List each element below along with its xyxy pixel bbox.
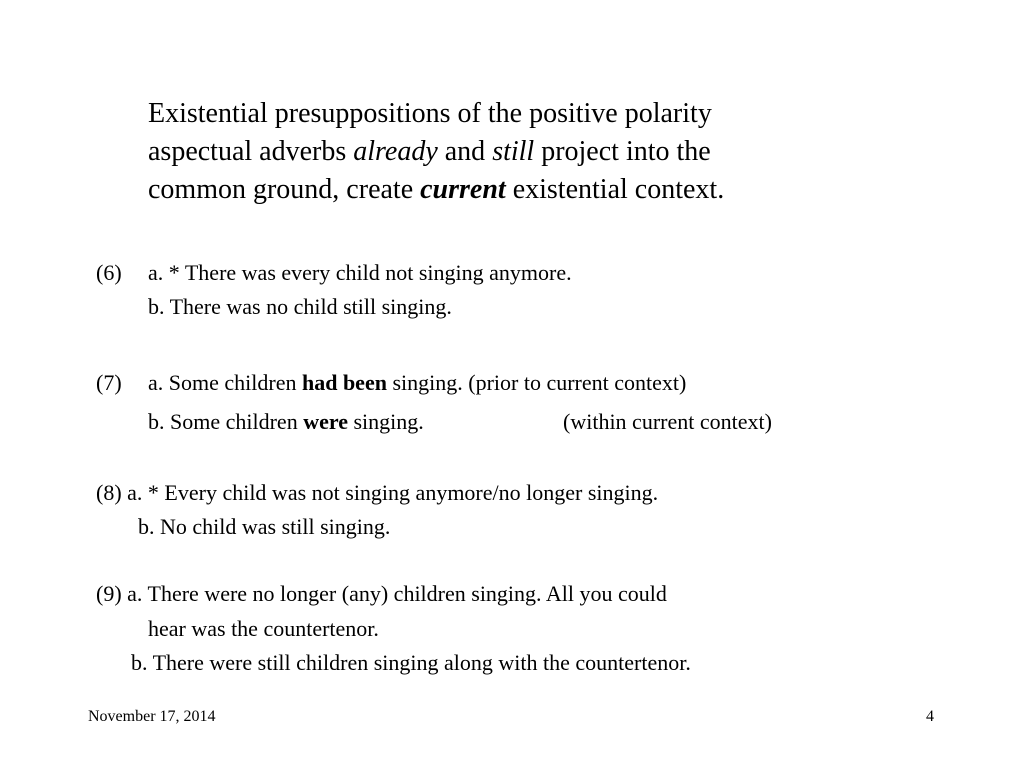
term-still: still [492, 136, 535, 167]
intro-line-3 [148, 171, 908, 209]
example-8b: b. No child was still singing. [138, 514, 391, 539]
intro-line-1: Existential presuppositions of the positive polarity [148, 98, 712, 129]
example-6b: b. There was no child still singing. [148, 294, 452, 319]
term-current: current [420, 174, 506, 205]
example-text: singing. [348, 409, 424, 434]
footer-date: November 17, 2014 [88, 708, 216, 725]
example-6-number: (6) [96, 260, 122, 285]
slide-number: 4 [926, 708, 934, 725]
example-7b [148, 408, 424, 436]
emphasis-were: were [303, 409, 348, 434]
intro-text: aspectual adverbs [148, 136, 354, 167]
intro-text: and [437, 136, 493, 167]
example-text: a. Some children [148, 370, 302, 395]
intro-text: common ground, create [148, 174, 421, 205]
term-already: already [353, 136, 438, 167]
example-text: b. Some children [148, 409, 304, 434]
intro-text: existential context. [505, 174, 725, 205]
example-6a: a. * There was every child not singing anymore. [148, 260, 572, 285]
example-7-number: (7) [96, 370, 122, 395]
example-9a: (9) a. There were no longer (any) children singing. All you could [96, 581, 667, 606]
example-9b: b. There were still children singing along with the countertenor. [131, 650, 691, 675]
example-9a-continuation: hear was the countertenor. [148, 616, 379, 641]
intro-text: project into the [534, 136, 711, 167]
intro-paragraph [148, 95, 908, 209]
example-7b-note: (within current context) [563, 409, 772, 434]
emphasis-had-been: had been [301, 370, 387, 395]
intro-line-2 [148, 133, 908, 171]
example-text: singing. (prior to current context) [386, 370, 687, 395]
example-7a [148, 369, 686, 397]
example-8a: (8) a. * Every child was not singing anymore/no longer singing. [96, 480, 659, 505]
